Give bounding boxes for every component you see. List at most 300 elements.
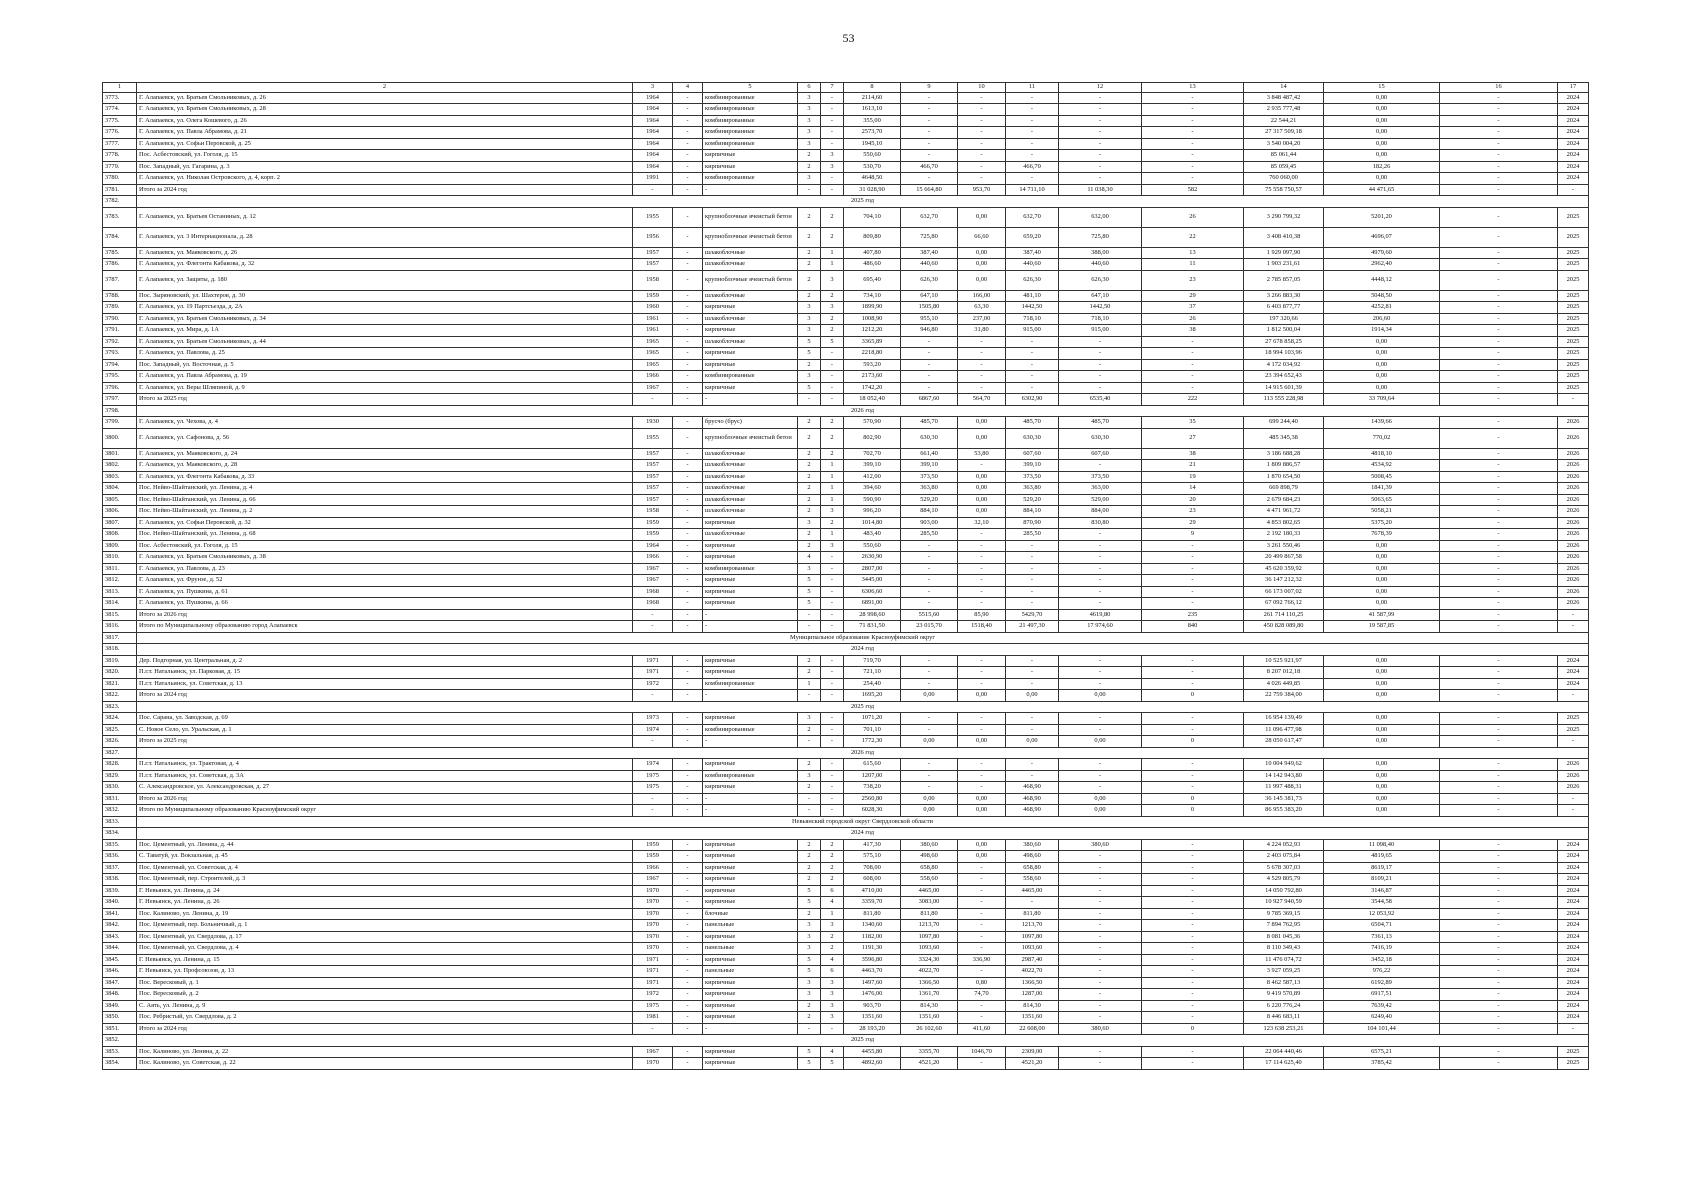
cell-col-16: - <box>1440 382 1558 394</box>
cell-col-3: 1964 <box>633 115 673 127</box>
cell-col-1: 3776. <box>103 127 137 139</box>
cell-col-8: 1212,20 <box>844 325 901 337</box>
cell-col-10: - <box>958 862 1006 874</box>
cell-col-7: 3 <box>821 161 844 173</box>
cell-col-9: 1097,80 <box>901 931 958 943</box>
cell-col-1: 3841. <box>103 908 137 920</box>
cell-col-1: 3846. <box>103 966 137 978</box>
cell-col-11: - <box>1006 104 1059 116</box>
cell-col-15: 6249,40 <box>1324 1012 1440 1024</box>
cell-col-10: - <box>958 908 1006 920</box>
cell-col-13: 19 <box>1142 471 1244 483</box>
cell-col-5: кирпичные <box>703 713 798 725</box>
cell-col-10: 85,90 <box>958 609 1006 621</box>
cell-col-17: 2024 <box>1558 874 1589 886</box>
cell-col-6: 3 <box>798 138 821 150</box>
cell-col-2: Итого за 2025 год <box>137 736 633 748</box>
cell-col-17: 2024 <box>1558 127 1589 139</box>
cell-col-12: - <box>1059 862 1142 874</box>
cell-col-6: - <box>798 621 821 633</box>
cell-col-15: 2962,40 <box>1324 259 1440 271</box>
cell-col-16: - <box>1440 371 1558 383</box>
row-number: 3833. <box>103 816 137 828</box>
cell-col-17: 2025 <box>1558 290 1589 302</box>
cell-col-7: - <box>821 598 844 610</box>
cell-col-15: 1439,66 <box>1324 417 1440 429</box>
cell-col-2: С. Таватуй, ул. Вокзальная, д. 45 <box>137 851 633 863</box>
row-number: 3834. <box>103 828 137 840</box>
cell-col-8: 71 831,50 <box>844 621 901 633</box>
cell-col-1: 3819. <box>103 655 137 667</box>
cell-col-3: 1964 <box>633 161 673 173</box>
cell-col-12: 0,00 <box>1059 793 1142 805</box>
cell-col-8: 4648,50 <box>844 173 901 185</box>
cell-col-6: 2 <box>798 247 821 259</box>
cell-col-3: 1957 <box>633 483 673 495</box>
table-row <box>103 1023 1589 1035</box>
cell-col-15: 3146,87 <box>1324 885 1440 897</box>
table-row <box>103 1058 1589 1070</box>
cell-col-3: 1958 <box>633 506 673 518</box>
cell-col-8: 3596,80 <box>844 954 901 966</box>
cell-col-6: 3 <box>798 325 821 337</box>
cell-col-10: 0,00 <box>958 428 1006 448</box>
cell-col-7: 4 <box>821 954 844 966</box>
cell-col-2: Г. Алапаевск, ул. Павла Абрамова, д. 19 <box>137 371 633 383</box>
table-row <box>103 173 1589 185</box>
cell-col-14: 1 809 886,57 <box>1244 460 1324 472</box>
cell-col-1: 3801. <box>103 448 137 460</box>
cell-col-5: шлакоблочные <box>703 460 798 472</box>
cell-col-14: 760 060,00 <box>1244 173 1324 185</box>
cell-col-8: 704,10 <box>844 207 901 227</box>
cell-col-14: 9 419 570,89 <box>1244 989 1324 1001</box>
table-row <box>103 839 1589 851</box>
cell-col-17: 2026 <box>1558 448 1589 460</box>
cell-col-11: 285,50 <box>1006 529 1059 541</box>
cell-col-6: 2 <box>798 428 821 448</box>
cell-col-7: - <box>821 115 844 127</box>
cell-col-8: 1899,90 <box>844 302 901 314</box>
cell-col-8: 2630,90 <box>844 552 901 564</box>
cell-col-4: - <box>673 127 703 139</box>
cell-col-15: 44 471,65 <box>1324 184 1440 196</box>
row-number: 3852. <box>103 1035 137 1047</box>
cell-col-8: 593,20 <box>844 359 901 371</box>
cell-col-5: кирпичные <box>703 862 798 874</box>
cell-col-14: 14 915 601,39 <box>1244 382 1324 394</box>
cell-col-5: кирпичные <box>703 302 798 314</box>
cell-col-5: кирпичные <box>703 655 798 667</box>
cell-col-17: 2026 <box>1558 782 1589 794</box>
cell-col-17: - <box>1558 690 1589 702</box>
cell-col-2: Пос. Асбестовский, ул. Гоголя, д. 15 <box>137 540 633 552</box>
cell-col-15: 41 587,99 <box>1324 609 1440 621</box>
cell-col-5: комбинированные <box>703 104 798 116</box>
cell-col-10: - <box>958 782 1006 794</box>
cell-col-12: - <box>1059 552 1142 564</box>
cell-col-6: 2 <box>798 259 821 271</box>
cell-col-14: 3 290 799,32 <box>1244 207 1324 227</box>
cell-col-14: 11 997 488,31 <box>1244 782 1324 794</box>
table-row <box>103 247 1589 259</box>
cell-col-17: 2024 <box>1558 1000 1589 1012</box>
cell-col-13: 0 <box>1142 793 1244 805</box>
cell-col-10: 0,00 <box>958 851 1006 863</box>
cell-col-11: 485,70 <box>1006 417 1059 429</box>
cell-col-4: - <box>673 471 703 483</box>
cell-col-14: 17 114 625,40 <box>1244 1058 1324 1070</box>
cell-col-13: - <box>1142 598 1244 610</box>
cell-col-14: 4 224 052,93 <box>1244 839 1324 851</box>
cell-col-17: 2025 <box>1558 382 1589 394</box>
cell-col-7: 2 <box>821 862 844 874</box>
cell-col-11: 5429,70 <box>1006 609 1059 621</box>
cell-col-4: - <box>673 104 703 116</box>
cell-col-4: - <box>673 621 703 633</box>
cell-col-3: 1975 <box>633 782 673 794</box>
cell-col-7: 3 <box>821 1012 844 1024</box>
cell-col-2: Г. Алапаевск, ул. Братьев Смольниковых, д. 38 <box>137 552 633 564</box>
cell-col-10: - <box>958 713 1006 725</box>
cell-col-3: 1975 <box>633 770 673 782</box>
cell-col-11: 659,20 <box>1006 227 1059 247</box>
cell-col-12: 380,60 <box>1059 839 1142 851</box>
cell-col-16: - <box>1440 460 1558 472</box>
cell-col-9: - <box>901 173 958 185</box>
cell-col-13: 26 <box>1142 207 1244 227</box>
cell-col-16: - <box>1440 667 1558 679</box>
cell-col-9: 1213,70 <box>901 920 958 932</box>
cell-col-13: - <box>1142 908 1244 920</box>
table-row <box>103 782 1589 794</box>
cell-col-4: - <box>673 313 703 325</box>
cell-col-12: - <box>1059 586 1142 598</box>
cell-col-6: 5 <box>798 885 821 897</box>
cell-col-12: - <box>1059 724 1142 736</box>
cell-col-3: 1981 <box>633 1012 673 1024</box>
cell-col-4: - <box>673 184 703 196</box>
cell-col-4: - <box>673 227 703 247</box>
cell-col-1: 3799. <box>103 417 137 429</box>
cell-col-15: 0,00 <box>1324 805 1440 817</box>
cell-col-7: 1 <box>821 529 844 541</box>
cell-col-1: 3831. <box>103 793 137 805</box>
cell-col-17: 2026 <box>1558 483 1589 495</box>
cell-col-6: 3 <box>798 931 821 943</box>
cell-col-15: 0,00 <box>1324 115 1440 127</box>
cell-col-12: - <box>1059 1046 1142 1058</box>
cell-col-12: - <box>1059 943 1142 955</box>
cell-col-15: 4696,07 <box>1324 227 1440 247</box>
cell-col-2: Итого за 2024 год <box>137 1023 633 1035</box>
cell-col-14: 197 320,66 <box>1244 313 1324 325</box>
cell-col-13: - <box>1142 138 1244 150</box>
cell-col-4: - <box>673 517 703 529</box>
cell-col-4: - <box>673 1046 703 1058</box>
cell-col-3: 1991 <box>633 173 673 185</box>
cell-col-7: - <box>821 655 844 667</box>
cell-col-15: 33 709,64 <box>1324 394 1440 406</box>
cell-col-14: 8 446 683,11 <box>1244 1012 1324 1024</box>
cell-col-14: 699 244,40 <box>1244 417 1324 429</box>
cell-col-6: 2 <box>798 908 821 920</box>
cell-col-15: 5008,45 <box>1324 471 1440 483</box>
cell-col-17: 2024 <box>1558 104 1589 116</box>
cell-col-3: 1964 <box>633 127 673 139</box>
cell-col-2: Г. Алапаевск, ул. Павлова, д. 23 <box>137 563 633 575</box>
row-number: 3827. <box>103 747 137 759</box>
cell-col-6: 3 <box>798 371 821 383</box>
cell-col-4: - <box>673 655 703 667</box>
cell-col-12: - <box>1059 563 1142 575</box>
cell-col-3: 1966 <box>633 371 673 383</box>
cell-col-6: 2 <box>798 874 821 886</box>
cell-col-13: 23 <box>1142 270 1244 290</box>
cell-col-16: - <box>1440 325 1558 337</box>
cell-col-17: 2025 <box>1558 227 1589 247</box>
cell-col-5: комбинированные <box>703 371 798 383</box>
cell-col-5: шлакоблочные <box>703 529 798 541</box>
cell-col-6: 5 <box>798 954 821 966</box>
cell-col-3: 1967 <box>633 1046 673 1058</box>
cell-col-8: 738,20 <box>844 782 901 794</box>
cell-col-5: кирпичные <box>703 359 798 371</box>
cell-col-8: 1742,20 <box>844 382 901 394</box>
cell-col-10: - <box>958 724 1006 736</box>
cell-col-11: 440,60 <box>1006 259 1059 271</box>
cell-col-6: - <box>798 793 821 805</box>
cell-col-14: 23 394 652,43 <box>1244 371 1324 383</box>
cell-col-4: - <box>673 348 703 360</box>
cell-col-14: 22 759 384,00 <box>1244 690 1324 702</box>
table-row <box>103 713 1589 725</box>
cell-col-14: 16 954 139,49 <box>1244 713 1324 725</box>
cell-col-8: 3359,70 <box>844 897 901 909</box>
column-number-2: 2 <box>137 83 633 93</box>
table-row <box>103 104 1589 116</box>
cell-col-11: 468,90 <box>1006 782 1059 794</box>
cell-col-14: 113 555 228,98 <box>1244 394 1324 406</box>
cell-col-3: 1957 <box>633 247 673 259</box>
cell-col-14: 1 812 500,04 <box>1244 325 1324 337</box>
cell-col-16: - <box>1440 586 1558 598</box>
cell-col-5: кирпичные <box>703 552 798 564</box>
cell-col-12: 388,00 <box>1059 247 1142 259</box>
cell-col-11: - <box>1006 540 1059 552</box>
cell-col-7: - <box>821 127 844 139</box>
cell-col-5: - <box>703 736 798 748</box>
cell-col-1: 3826. <box>103 736 137 748</box>
cell-col-13: 29 <box>1142 290 1244 302</box>
cell-col-15: 0,00 <box>1324 150 1440 162</box>
cell-col-2: Г. Алапаевск, ул. Веры Шляпиной, д. 9 <box>137 382 633 394</box>
cell-col-3: 1966 <box>633 862 673 874</box>
cell-col-16: - <box>1440 540 1558 552</box>
cell-col-16: - <box>1440 483 1558 495</box>
cell-col-8: 486,60 <box>844 259 901 271</box>
cell-col-9: 1361,70 <box>901 989 958 1001</box>
cell-col-4: - <box>673 839 703 851</box>
table-row <box>103 359 1589 371</box>
cell-col-16: - <box>1440 598 1558 610</box>
cell-col-13: 26 <box>1142 313 1244 325</box>
cell-col-6: 2 <box>798 448 821 460</box>
cell-col-8: 3445,00 <box>844 575 901 587</box>
cell-col-6: 2 <box>798 207 821 227</box>
cell-col-13: 235 <box>1142 609 1244 621</box>
cell-col-5: кирпичные <box>703 348 798 360</box>
table-row <box>103 138 1589 150</box>
cell-col-2: Пос. Западный, ул. Восточная, д. 5 <box>137 359 633 371</box>
cell-col-14: 4 026 449,85 <box>1244 678 1324 690</box>
cell-col-14: 7 894 762,95 <box>1244 920 1324 932</box>
cell-col-12: 17 974,60 <box>1059 621 1142 633</box>
section-row <box>103 747 1589 759</box>
cell-col-7: 5 <box>821 336 844 348</box>
cell-col-14: 10 927 940,59 <box>1244 897 1324 909</box>
cell-col-10: 0,00 <box>958 494 1006 506</box>
cell-col-17: 2026 <box>1558 563 1589 575</box>
cell-col-10: 0,00 <box>958 506 1006 518</box>
table-row <box>103 885 1589 897</box>
cell-col-12: - <box>1059 529 1142 541</box>
cell-col-8: 18 052,40 <box>844 394 901 406</box>
cell-col-15: 7639,42 <box>1324 1000 1440 1012</box>
cell-col-12: - <box>1059 782 1142 794</box>
table-row <box>103 336 1589 348</box>
cell-col-7: - <box>821 184 844 196</box>
cell-col-16: - <box>1440 259 1558 271</box>
cell-col-2: Г. Алапаевск, ул. Сафонова, д. 56 <box>137 428 633 448</box>
cell-col-16: - <box>1440 690 1558 702</box>
cell-col-13: 0 <box>1142 736 1244 748</box>
row-number: 3818. <box>103 644 137 656</box>
cell-col-11: 1097,80 <box>1006 931 1059 943</box>
cell-col-7: 1 <box>821 247 844 259</box>
cell-col-17: - <box>1558 1023 1589 1035</box>
cell-col-13: - <box>1142 989 1244 1001</box>
cell-col-4: - <box>673 552 703 564</box>
cell-col-14: 485 345,38 <box>1244 428 1324 448</box>
cell-col-10: - <box>958 575 1006 587</box>
column-number-17: 17 <box>1558 83 1589 93</box>
cell-col-6: 3 <box>798 115 821 127</box>
cell-col-5: кирпичные <box>703 977 798 989</box>
cell-col-12: - <box>1059 382 1142 394</box>
cell-col-12: - <box>1059 138 1142 150</box>
column-number-16: 16 <box>1440 83 1558 93</box>
cell-col-5: шлакоблочные <box>703 259 798 271</box>
cell-col-6: 2 <box>798 506 821 518</box>
cell-col-6: 3 <box>798 173 821 185</box>
cell-col-4: - <box>673 529 703 541</box>
cell-col-12: 718,10 <box>1059 313 1142 325</box>
cell-col-15: 770,02 <box>1324 428 1440 448</box>
cell-col-13: - <box>1142 770 1244 782</box>
cell-col-4: - <box>673 805 703 817</box>
cell-col-2: Пос. Цементный, ул. Свердлова, д. 17 <box>137 931 633 943</box>
cell-col-11: 466,70 <box>1006 161 1059 173</box>
table-row <box>103 862 1589 874</box>
cell-col-16: - <box>1440 1046 1558 1058</box>
cell-col-10: - <box>958 173 1006 185</box>
cell-col-9: 498,60 <box>901 851 958 863</box>
cell-col-10: - <box>958 943 1006 955</box>
cell-col-7: 3 <box>821 1000 844 1012</box>
cell-col-15: 6917,51 <box>1324 989 1440 1001</box>
cell-col-4: - <box>673 782 703 794</box>
cell-col-16: - <box>1440 931 1558 943</box>
cell-col-12: - <box>1059 598 1142 610</box>
cell-col-9: - <box>901 359 958 371</box>
cell-col-13: 35 <box>1142 417 1244 429</box>
table-row <box>103 494 1589 506</box>
cell-col-16: - <box>1440 394 1558 406</box>
cell-col-5: кирпичные <box>703 874 798 886</box>
cell-col-7: 1 <box>821 460 844 472</box>
cell-col-15: 5375,20 <box>1324 517 1440 529</box>
cell-col-7: - <box>821 736 844 748</box>
cell-col-15: 3452,18 <box>1324 954 1440 966</box>
cell-col-16: - <box>1440 805 1558 817</box>
cell-col-13: - <box>1142 977 1244 989</box>
cell-col-8: 615,60 <box>844 759 901 771</box>
cell-col-12: - <box>1059 759 1142 771</box>
cell-col-8: 1014,80 <box>844 517 901 529</box>
cell-col-4: - <box>673 247 703 259</box>
cell-col-11: - <box>1006 655 1059 667</box>
cell-col-1: 3849. <box>103 1000 137 1012</box>
cell-col-7: 2 <box>821 517 844 529</box>
cell-col-10: - <box>958 655 1006 667</box>
table-row <box>103 127 1589 139</box>
column-number-6: 6 <box>798 83 821 93</box>
cell-col-14: 85 061,44 <box>1244 150 1324 162</box>
cell-col-2: Дер. Подгорная, ул. Центральная, д. 2 <box>137 655 633 667</box>
cell-col-5: шлакоблочные <box>703 471 798 483</box>
cell-col-1: 3851. <box>103 1023 137 1035</box>
cell-col-13: - <box>1142 920 1244 932</box>
cell-col-9: - <box>901 540 958 552</box>
cell-col-1: 3811. <box>103 563 137 575</box>
cell-col-14: 8 462 587,13 <box>1244 977 1324 989</box>
cell-col-12: 485,70 <box>1059 417 1142 429</box>
table-row <box>103 184 1589 196</box>
cell-col-14: 86 955 383,20 <box>1244 805 1324 817</box>
cell-col-5: шлакоблочные <box>703 483 798 495</box>
cell-col-13: - <box>1142 1046 1244 1058</box>
cell-col-14: 4 172 034,92 <box>1244 359 1324 371</box>
table-row <box>103 290 1589 302</box>
cell-col-8: 811,80 <box>844 908 901 920</box>
section-title: 2025 год <box>137 701 1589 713</box>
cell-col-11: - <box>1006 127 1059 139</box>
column-number-11: 11 <box>1006 83 1059 93</box>
cell-col-3: 1959 <box>633 851 673 863</box>
cell-col-9: 658,80 <box>901 862 958 874</box>
cell-col-1: 3853. <box>103 1046 137 1058</box>
cell-col-10: - <box>958 897 1006 909</box>
cell-col-9: - <box>901 127 958 139</box>
cell-col-17: 2026 <box>1558 598 1589 610</box>
cell-col-1: 3843. <box>103 931 137 943</box>
cell-col-11: 4022,70 <box>1006 966 1059 978</box>
cell-col-12: - <box>1059 655 1142 667</box>
column-number-8: 8 <box>844 83 901 93</box>
table-row <box>103 302 1589 314</box>
cell-col-15: 0,00 <box>1324 655 1440 667</box>
